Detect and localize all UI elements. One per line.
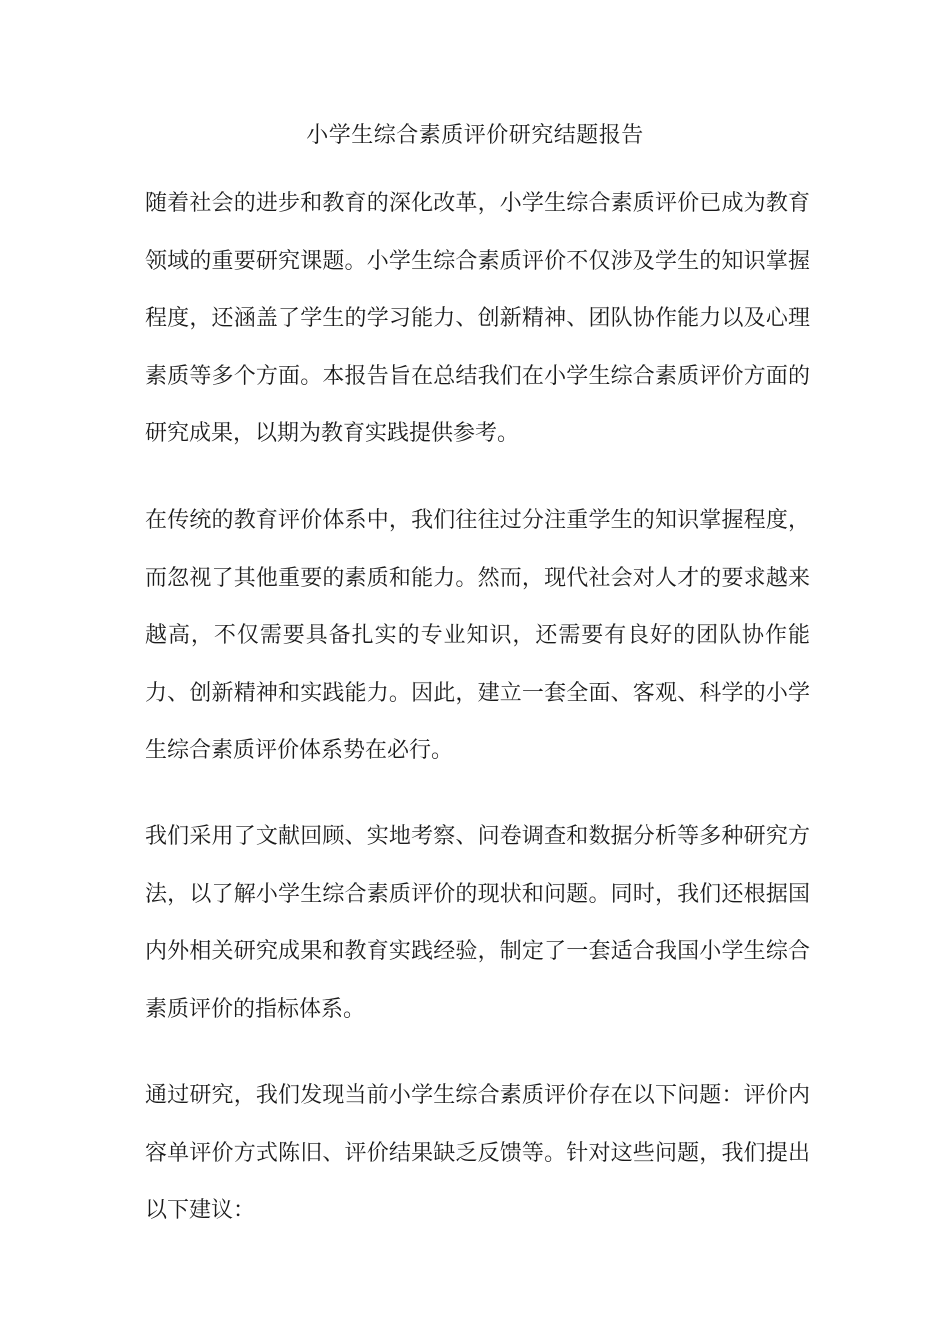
paragraph-findings: 通过研究，我们发现当前小学生综合素质评价存在以下问题：评价内容单评价方式陈旧、评价结果缺乏反馈等。针对这些问题，我们提出以下建议： (145, 1083, 810, 1223)
paragraph-methods: 我们采用了文献回顾、实地考察、问卷调查和数据分析等多种研究方法，以了解小学生综合素质评价的现状和问题。同时，我们还根据国内外相关研究成果和教育实践经验，制定了一套适合我国小学生综合素质评价的指标体系。 (145, 824, 810, 1022)
paragraph-background: 在传统的教育评价体系中，我们往往过分注重学生的知识掌握程度，而忽视了其他重要的素质和能力。然而，现代社会对人才的要求越来越高，不仅需要具备扎实的专业知识，还需要有良好的团队协作能力、创新精神和实践能力。因此，建立一套全面、客观、科学的小学生综合素质评价体系势在必行。 (145, 508, 810, 763)
paragraph-introduction: 随着社会的进步和教育的深化改革，小学生综合素质评价已成为教育领域的重要研究课题。小学生综合素质评价不仅涉及学生的知识掌握程度，还涵盖了学生的学习能力、创新精神、团队协作能力以及心理素质等多个方面。本报告旨在总结我们在小学生综合素质评价方面的研究成果，以期为教育实践提供参考。 (145, 191, 810, 446)
document-title: 小学生综合素质评价研究结题报告 (306, 123, 644, 148)
